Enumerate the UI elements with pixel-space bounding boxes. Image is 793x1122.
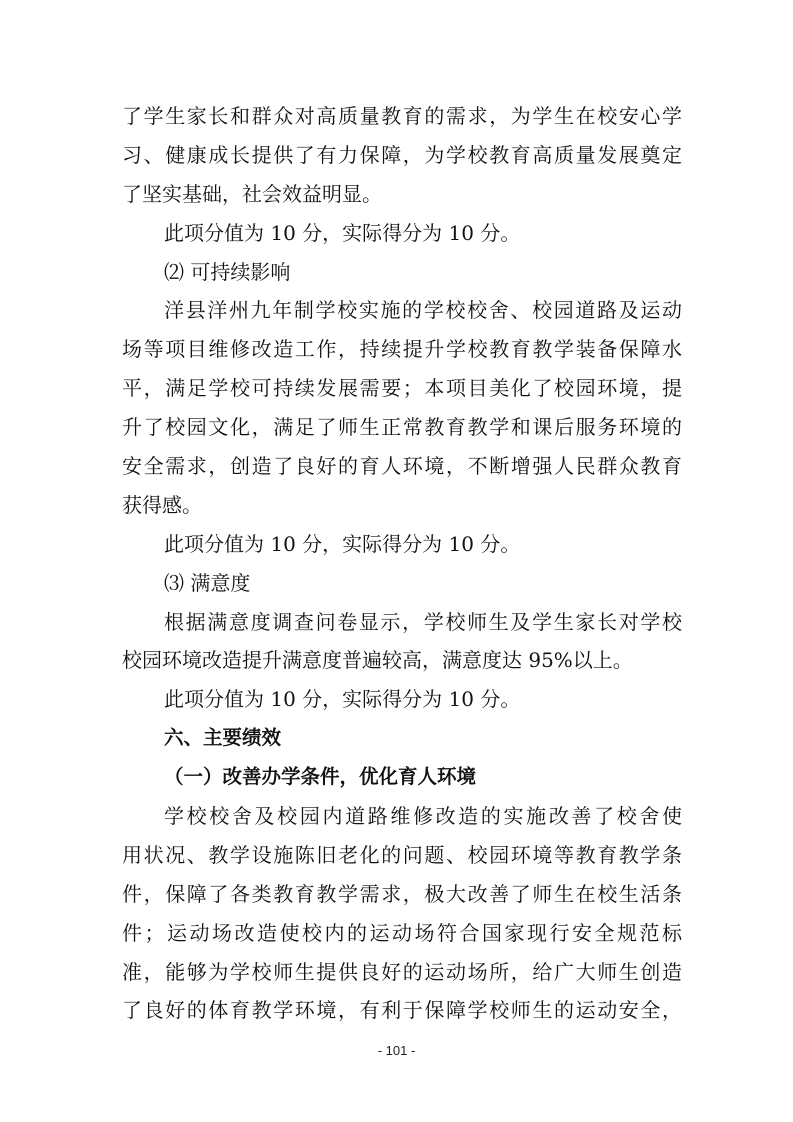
- paragraph-line: 件；运动场改造使校内的运动场符合国家现行安全规范标: [122, 920, 682, 945]
- paragraph-line: 平，满足学校可持续发展需要；本项目美化了校园环境，提: [122, 376, 682, 401]
- paragraph-line: 升了校园文化，满足了师生正常教育教学和课后服务环境的: [122, 415, 682, 440]
- score-line: 此项分值为 10 分，实际得分为 10 分。: [164, 531, 521, 556]
- paragraph-line: 校园环境改造提升满意度普遍较高，满意度达 95%以上。: [122, 648, 633, 673]
- paragraph-line: 了良好的体育教学环境，有利于保障学校师生的运动安全，: [122, 998, 682, 1023]
- paragraph-line: 了坚实基础，社会效益明显。: [122, 181, 382, 206]
- paragraph-line: 件，保障了各类教育教学需求，极大改善了师生在校生活条: [122, 881, 682, 906]
- paragraph-line: 学校校舍及校园内道路维修改造的实施改善了校舍使: [164, 804, 682, 829]
- paragraph-line: 安全需求，创造了良好的育人环境，不断增强人民群众教育: [122, 454, 682, 479]
- chapter-heading: 六、主要绩效: [164, 726, 282, 750]
- paragraph-line: 场等项目维修改造工作，持续提升学校教育教学装备保障水: [122, 337, 682, 362]
- paragraph-line: 了学生家长和群众对高质量教育的需求，为学生在校安心学: [122, 104, 682, 128]
- subsection-heading: （一）改善办学条件，优化育人环境: [164, 765, 477, 789]
- paragraph-line: 用状况、教学设施陈旧老化的问题、校园环境等教育教学条: [122, 842, 682, 867]
- paragraph-line: 根据满意度调查问卷显示，学校师生及学生家长对学校: [164, 609, 682, 634]
- score-line: 此项分值为 10 分，实际得分为 10 分。: [164, 687, 521, 712]
- paragraph-line: 准，能够为学校师生提供良好的运动场所，给广大师生创造: [122, 959, 682, 984]
- paragraph-line: 习、健康成长提供了有力保障，为学校教育高质量发展奠定: [122, 142, 682, 167]
- paragraph-line: 获得感。: [122, 492, 202, 517]
- section-heading: ⑵ 可持续影响: [164, 259, 291, 284]
- score-line: 此项分值为 10 分，实际得分为 10 分。: [164, 220, 521, 245]
- paragraph-line: 洋县洋州九年制学校实施的学校校舍、校园道路及运动: [164, 298, 682, 323]
- page-number: - 101 -: [377, 1043, 416, 1058]
- body-text: [122, 97, 682, 1030]
- section-heading: ⑶ 满意度: [164, 570, 251, 595]
